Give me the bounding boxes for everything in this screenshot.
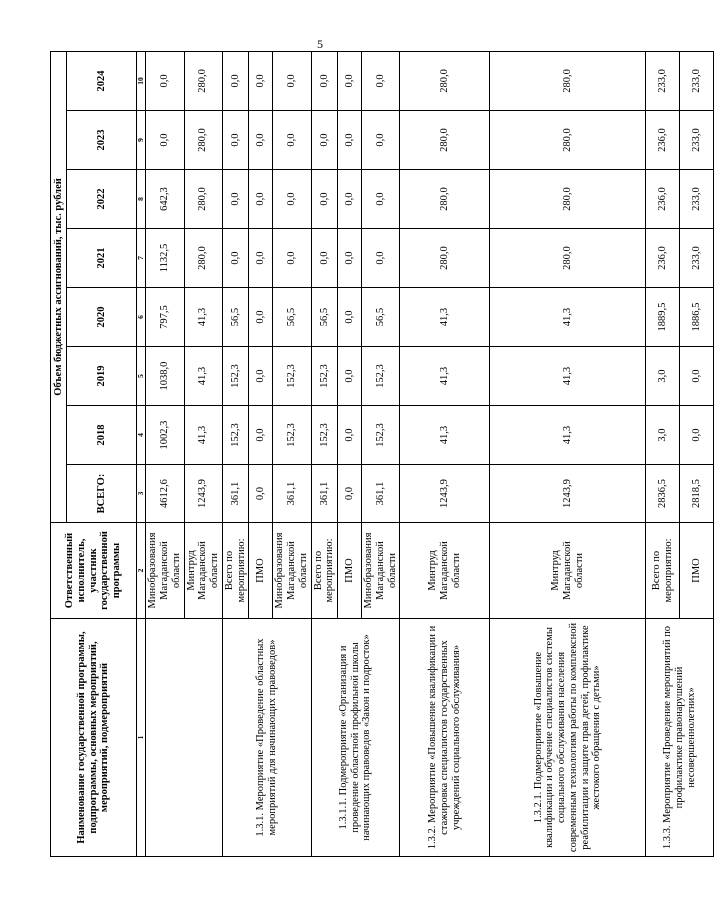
year-value-cell: 0,0 (249, 347, 273, 406)
column-index: 7 (137, 229, 146, 288)
total-value-cell: 4612,6 (146, 465, 184, 523)
header-name: Наименование государственной программы, подпрограммы, основных мероприятий, мероприятий, подмероприятий (51, 619, 137, 857)
year-value-cell: 236,0 (646, 229, 680, 288)
year-value-cell: 0,0 (338, 229, 362, 288)
header-year: 2020 (67, 288, 137, 347)
year-value-cell: 0,0 (249, 406, 273, 465)
year-value-cell: 0,0 (273, 51, 311, 110)
year-value-cell: 0,0 (362, 170, 400, 229)
year-value-cell: 280,0 (490, 229, 646, 288)
total-value-cell: 1243,9 (490, 465, 646, 523)
year-value-cell: 1132,5 (146, 229, 184, 288)
table-row (146, 51, 184, 856)
year-value-cell: 0,0 (311, 51, 338, 110)
year-value-cell: 280,0 (400, 229, 490, 288)
year-value-cell: 280,0 (184, 111, 222, 170)
year-value-cell: 56,5 (273, 288, 311, 347)
year-value-cell: 1889,5 (646, 288, 680, 347)
year-value-cell: 0,0 (338, 170, 362, 229)
year-value-cell: 0,0 (249, 170, 273, 229)
table-row (490, 51, 646, 856)
header-year: 2021 (67, 229, 137, 288)
header-year: 2024 (67, 51, 137, 110)
year-value-cell: 0,0 (249, 51, 273, 110)
total-value-cell: 1243,9 (184, 465, 222, 523)
year-value-cell: 152,3 (222, 347, 249, 406)
table-row (646, 51, 680, 856)
year-value-cell: 0,0 (338, 406, 362, 465)
year-value-cell: 0,0 (311, 111, 338, 170)
column-index: 10 (137, 51, 146, 110)
column-index: 6 (137, 288, 146, 347)
header-executor: Ответственный исполнитель, участник государственной программы (51, 523, 137, 619)
year-value-cell: 236,0 (646, 111, 680, 170)
year-value-cell: 41,3 (184, 347, 222, 406)
table-row (311, 51, 338, 856)
total-value-cell: 2836,5 (646, 465, 680, 523)
total-value-cell: 0,0 (249, 465, 273, 523)
year-value-cell: 0,0 (362, 51, 400, 110)
header-budget: Объем бюджетных ассигнований, тыс. рублей (51, 51, 67, 522)
year-value-cell: 41,3 (490, 288, 646, 347)
year-value-cell: 152,3 (362, 406, 400, 465)
year-value-cell: 0,0 (222, 111, 249, 170)
executor-cell: Всего по мероприятию: (311, 523, 338, 619)
total-value-cell: 361,1 (222, 465, 249, 523)
total-value-cell: 1243,9 (400, 465, 490, 523)
page-number: 5 (317, 37, 323, 51)
year-value-cell: 152,3 (222, 406, 249, 465)
header-year: 2023 (67, 111, 137, 170)
year-value-cell: 280,0 (400, 51, 490, 110)
program-item-name: 1.3.2. Мероприятие «Повышение квалификации и стажировка специалистов государственных учреждений социального обслуживания» (400, 619, 490, 857)
year-value-cell: 0,0 (273, 170, 311, 229)
year-value-cell: 56,5 (362, 288, 400, 347)
year-value-cell: 233,0 (646, 51, 680, 110)
program-item-name: 1.3.1. Мероприятие «Проведение областных мероприятий для начинающих правоведов» (222, 619, 311, 857)
year-value-cell: 41,3 (490, 347, 646, 406)
year-value-cell: 41,3 (400, 288, 490, 347)
total-value-cell: 0,0 (338, 465, 362, 523)
year-value-cell: 0,0 (146, 111, 184, 170)
header-year: 2018 (67, 406, 137, 465)
column-index: 5 (137, 347, 146, 406)
year-value-cell: 233,0 (680, 229, 714, 288)
total-value-cell: 361,1 (273, 465, 311, 523)
program-item-name: 1.3.2.1. Подмероприятие «Повышение квалификации и обучение специалистов системы социального обслуживания населения современным технологиям работы по комплексной реабилитации и защите прав детей, профилактике жестокого обращения с детьми» (490, 619, 646, 857)
year-value-cell: 0,0 (146, 51, 184, 110)
year-value-cell: 0,0 (338, 347, 362, 406)
year-value-cell: 280,0 (400, 111, 490, 170)
year-value-cell: 41,3 (184, 406, 222, 465)
program-item-name: 1.3.3. Мероприятие «Проведение мероприятий по профилактике правонарушений несовершеннолетних» (646, 619, 714, 857)
total-value-cell: 2818,5 (680, 465, 714, 523)
year-value-cell: 797,5 (146, 288, 184, 347)
executor-cell: Минтруд Магаданской области (184, 523, 222, 619)
year-value-cell: 41,3 (400, 347, 490, 406)
year-value-cell: 233,0 (680, 111, 714, 170)
year-value-cell: 0,0 (273, 229, 311, 288)
year-value-cell: 152,3 (311, 347, 338, 406)
year-value-cell: 41,3 (184, 288, 222, 347)
header-year: 2019 (67, 347, 137, 406)
column-index: 3 (137, 465, 146, 523)
executor-cell: Минобразования Магаданской области (273, 523, 311, 619)
executor-cell: Минтруд Магаданской области (400, 523, 490, 619)
total-value-cell: 361,1 (362, 465, 400, 523)
year-value-cell: 0,0 (311, 170, 338, 229)
year-value-cell: 0,0 (338, 111, 362, 170)
executor-cell: ПМО (338, 523, 362, 619)
year-value-cell: 233,0 (680, 51, 714, 110)
year-value-cell: 280,0 (184, 51, 222, 110)
year-value-cell: 152,3 (273, 406, 311, 465)
year-value-cell: 0,0 (680, 347, 714, 406)
column-index: 9 (137, 111, 146, 170)
program-item-name (146, 619, 223, 857)
year-value-cell: 280,0 (184, 229, 222, 288)
year-value-cell: 56,5 (311, 288, 338, 347)
year-value-cell: 56,5 (222, 288, 249, 347)
year-value-cell: 0,0 (249, 288, 273, 347)
year-value-cell: 233,0 (680, 170, 714, 229)
executor-cell: ПМО (680, 523, 714, 619)
total-value-cell: 361,1 (311, 465, 338, 523)
year-value-cell: 0,0 (273, 111, 311, 170)
year-value-cell: 0,0 (338, 51, 362, 110)
header-year: 2022 (67, 170, 137, 229)
year-value-cell: 280,0 (490, 170, 646, 229)
year-value-cell: 0,0 (222, 170, 249, 229)
year-value-cell: 3,0 (646, 347, 680, 406)
budget-table (50, 51, 714, 857)
year-value-cell: 280,0 (490, 111, 646, 170)
year-value-cell: 152,3 (362, 347, 400, 406)
year-value-cell: 280,0 (400, 170, 490, 229)
table-row (222, 51, 249, 856)
header-total: ВСЕГО: (67, 465, 137, 523)
year-value-cell: 0,0 (362, 111, 400, 170)
column-index: 4 (137, 406, 146, 465)
year-value-cell: 236,0 (646, 170, 680, 229)
year-value-cell: 0,0 (362, 229, 400, 288)
year-value-cell: 0,0 (311, 229, 338, 288)
year-value-cell: 0,0 (249, 111, 273, 170)
year-value-cell: 0,0 (680, 406, 714, 465)
year-value-cell: 1038,0 (146, 347, 184, 406)
year-value-cell: 0,0 (222, 51, 249, 110)
year-value-cell: 0,0 (249, 229, 273, 288)
column-index: 8 (137, 170, 146, 229)
executor-cell: Всего по мероприятию: (222, 523, 249, 619)
year-value-cell: 41,3 (400, 406, 490, 465)
table-row (400, 51, 490, 856)
year-value-cell: 3,0 (646, 406, 680, 465)
year-value-cell: 280,0 (490, 51, 646, 110)
rotated-table-wrapper (50, 52, 703, 857)
executor-cell: Минобразования Магаданской области (362, 523, 400, 619)
year-value-cell: 152,3 (311, 406, 338, 465)
executor-cell: ПМО (249, 523, 273, 619)
year-value-cell: 1002,3 (146, 406, 184, 465)
year-value-cell: 1886,5 (680, 288, 714, 347)
column-index: 2 (137, 523, 146, 619)
executor-cell: Всего по мероприятию: (646, 523, 680, 619)
year-value-cell: 0,0 (338, 288, 362, 347)
year-value-cell: 280,0 (184, 170, 222, 229)
year-value-cell: 41,3 (490, 406, 646, 465)
executor-cell: Минтруд Магаданской области (490, 523, 646, 619)
year-value-cell: 0,0 (222, 229, 249, 288)
executor-cell: Минобразования Магаданской области (146, 523, 184, 619)
column-index: 1 (137, 619, 146, 857)
year-value-cell: 642,3 (146, 170, 184, 229)
year-value-cell: 152,3 (273, 347, 311, 406)
program-item-name: 1.3.1.1. Подмероприятие «Организация и проведение областной профильной школы начинающих правоведов «Закон и подросток» (311, 619, 400, 857)
